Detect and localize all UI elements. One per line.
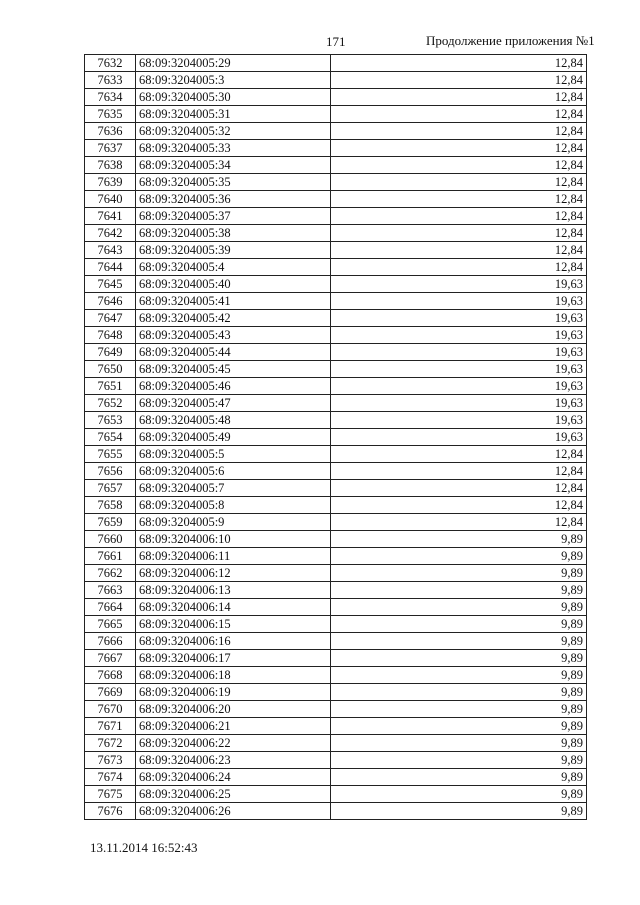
row-number: 7669 [85, 684, 136, 701]
cadastral-number: 68:09:3204005:48 [136, 412, 331, 429]
row-number: 7674 [85, 769, 136, 786]
row-number: 7637 [85, 140, 136, 157]
table-row [85, 446, 587, 463]
row-value: 9,89 [331, 803, 587, 820]
cadastral-number: 68:09:3204006:21 [136, 718, 331, 735]
row-value: 12,84 [331, 55, 587, 72]
table-row [85, 123, 587, 140]
row-value: 9,89 [331, 650, 587, 667]
row-number: 7654 [85, 429, 136, 446]
table-row [85, 786, 587, 803]
table-row [85, 225, 587, 242]
row-value: 9,89 [331, 667, 587, 684]
page-number: 171 [326, 34, 346, 49]
row-value: 12,84 [331, 259, 587, 276]
row-value: 9,89 [331, 786, 587, 803]
row-number: 7651 [85, 378, 136, 395]
cadastral-number: 68:09:3204006:19 [136, 684, 331, 701]
cadastral-number: 68:09:3204005:38 [136, 225, 331, 242]
row-number: 7675 [85, 786, 136, 803]
row-number: 7644 [85, 259, 136, 276]
row-number: 7653 [85, 412, 136, 429]
row-value: 12,84 [331, 480, 587, 497]
row-value: 12,84 [331, 72, 587, 89]
row-number: 7670 [85, 701, 136, 718]
row-value: 19,63 [331, 327, 587, 344]
table-row [85, 548, 587, 565]
row-value: 12,84 [331, 514, 587, 531]
cadastral-number: 68:09:3204005:3 [136, 72, 331, 89]
table-row [85, 106, 587, 123]
table-row [85, 480, 587, 497]
row-number: 7658 [85, 497, 136, 514]
table-row [85, 242, 587, 259]
cadastral-number: 68:09:3204006:23 [136, 752, 331, 769]
cadastral-number: 68:09:3204006:14 [136, 599, 331, 616]
table-row [85, 565, 587, 582]
table-row [85, 327, 587, 344]
table-row [85, 684, 587, 701]
row-number: 7636 [85, 123, 136, 140]
cadastral-number: 68:09:3204005:42 [136, 310, 331, 327]
cadastral-number: 68:09:3204005:36 [136, 191, 331, 208]
print-timestamp: 13.11.2014 16:52:43 [90, 840, 198, 855]
row-number: 7676 [85, 803, 136, 820]
row-number: 7661 [85, 548, 136, 565]
table-row [85, 718, 587, 735]
table-row [85, 361, 587, 378]
row-value: 12,84 [331, 89, 587, 106]
row-number: 7642 [85, 225, 136, 242]
cadastral-number: 68:09:3204006:25 [136, 786, 331, 803]
table-row [85, 55, 587, 72]
table-body [85, 55, 587, 820]
row-number: 7652 [85, 395, 136, 412]
row-value: 12,84 [331, 446, 587, 463]
row-value: 19,63 [331, 378, 587, 395]
cadastral-number: 68:09:3204005:45 [136, 361, 331, 378]
cadastral-number: 68:09:3204006:20 [136, 701, 331, 718]
row-value: 19,63 [331, 310, 587, 327]
cadastral-number: 68:09:3204005:31 [136, 106, 331, 123]
row-number: 7660 [85, 531, 136, 548]
appendix-title: Продолжение приложения №1 [426, 33, 595, 48]
table-row [85, 803, 587, 820]
cadastral-number: 68:09:3204005:33 [136, 140, 331, 157]
cadastral-number: 68:09:3204006:11 [136, 548, 331, 565]
row-number: 7638 [85, 157, 136, 174]
table-row [85, 412, 587, 429]
row-value: 19,63 [331, 395, 587, 412]
table-row [85, 514, 587, 531]
table-row [85, 429, 587, 446]
row-number: 7656 [85, 463, 136, 480]
row-value: 9,89 [331, 701, 587, 718]
row-value: 12,84 [331, 123, 587, 140]
cadastral-number: 68:09:3204006:24 [136, 769, 331, 786]
row-value: 9,89 [331, 582, 587, 599]
row-value: 12,84 [331, 463, 587, 480]
row-value: 9,89 [331, 718, 587, 735]
row-value: 12,84 [331, 191, 587, 208]
table-row [85, 701, 587, 718]
table-row [85, 752, 587, 769]
table-row [85, 344, 587, 361]
row-value: 9,89 [331, 769, 587, 786]
row-value: 9,89 [331, 565, 587, 582]
row-number: 7659 [85, 514, 136, 531]
row-number: 7643 [85, 242, 136, 259]
row-number: 7671 [85, 718, 136, 735]
row-number: 7664 [85, 599, 136, 616]
table-row [85, 735, 587, 752]
row-number: 7649 [85, 344, 136, 361]
cadastral-number: 68:09:3204005:5 [136, 446, 331, 463]
registry-table [84, 54, 587, 820]
cadastral-number: 68:09:3204006:22 [136, 735, 331, 752]
row-value: 9,89 [331, 616, 587, 633]
row-value: 19,63 [331, 344, 587, 361]
cadastral-number: 68:09:3204005:29 [136, 55, 331, 72]
row-number: 7655 [85, 446, 136, 463]
row-number: 7634 [85, 89, 136, 106]
cadastral-number: 68:09:3204005:40 [136, 276, 331, 293]
row-number: 7641 [85, 208, 136, 225]
cadastral-number: 68:09:3204005:44 [136, 344, 331, 361]
cadastral-number: 68:09:3204005:4 [136, 259, 331, 276]
table-row [85, 463, 587, 480]
table-row [85, 599, 587, 616]
table-row [85, 633, 587, 650]
table-row [85, 89, 587, 106]
cadastral-number: 68:09:3204006:26 [136, 803, 331, 820]
cadastral-number: 68:09:3204005:34 [136, 157, 331, 174]
row-number: 7646 [85, 293, 136, 310]
row-number: 7639 [85, 174, 136, 191]
row-value: 9,89 [331, 531, 587, 548]
cadastral-number: 68:09:3204005:39 [136, 242, 331, 259]
cadastral-number: 68:09:3204005:35 [136, 174, 331, 191]
row-number: 7633 [85, 72, 136, 89]
cadastral-number: 68:09:3204005:6 [136, 463, 331, 480]
table-row [85, 191, 587, 208]
table-row [85, 72, 587, 89]
row-value: 19,63 [331, 429, 587, 446]
table-row [85, 276, 587, 293]
row-number: 7663 [85, 582, 136, 599]
cadastral-number: 68:09:3204005:47 [136, 395, 331, 412]
row-value: 12,84 [331, 140, 587, 157]
table-row [85, 310, 587, 327]
cadastral-number: 68:09:3204006:17 [136, 650, 331, 667]
table-row [85, 667, 587, 684]
row-number: 7668 [85, 667, 136, 684]
row-value: 12,84 [331, 242, 587, 259]
table-row [85, 259, 587, 276]
row-value: 19,63 [331, 293, 587, 310]
row-value: 19,63 [331, 361, 587, 378]
row-number: 7657 [85, 480, 136, 497]
table-row [85, 531, 587, 548]
cadastral-number: 68:09:3204005:43 [136, 327, 331, 344]
row-value: 12,84 [331, 497, 587, 514]
row-value: 9,89 [331, 735, 587, 752]
row-value: 9,89 [331, 633, 587, 650]
row-value: 12,84 [331, 106, 587, 123]
table-row [85, 140, 587, 157]
table-row [85, 497, 587, 514]
cadastral-number: 68:09:3204005:30 [136, 89, 331, 106]
cadastral-number: 68:09:3204005:32 [136, 123, 331, 140]
table-row [85, 208, 587, 225]
row-value: 12,84 [331, 157, 587, 174]
row-number: 7640 [85, 191, 136, 208]
cadastral-number: 68:09:3204006:12 [136, 565, 331, 582]
table-row [85, 293, 587, 310]
cadastral-number: 68:09:3204006:16 [136, 633, 331, 650]
cadastral-number: 68:09:3204006:10 [136, 531, 331, 548]
row-number: 7645 [85, 276, 136, 293]
row-value: 12,84 [331, 208, 587, 225]
row-number: 7635 [85, 106, 136, 123]
table-row [85, 616, 587, 633]
row-value: 9,89 [331, 684, 587, 701]
row-value: 12,84 [331, 174, 587, 191]
table-row [85, 395, 587, 412]
table-row [85, 650, 587, 667]
row-number: 7647 [85, 310, 136, 327]
cadastral-number: 68:09:3204006:13 [136, 582, 331, 599]
cadastral-number: 68:09:3204005:7 [136, 480, 331, 497]
table-row [85, 582, 587, 599]
row-value: 9,89 [331, 548, 587, 565]
table-row [85, 378, 587, 395]
row-number: 7673 [85, 752, 136, 769]
cadastral-number: 68:09:3204005:46 [136, 378, 331, 395]
table-row [85, 157, 587, 174]
cadastral-number: 68:09:3204005:9 [136, 514, 331, 531]
table-row [85, 769, 587, 786]
row-number: 7662 [85, 565, 136, 582]
row-number: 7667 [85, 650, 136, 667]
row-value: 19,63 [331, 276, 587, 293]
row-value: 9,89 [331, 599, 587, 616]
row-number: 7672 [85, 735, 136, 752]
row-number: 7632 [85, 55, 136, 72]
cadastral-number: 68:09:3204006:18 [136, 667, 331, 684]
row-value: 12,84 [331, 225, 587, 242]
row-value: 19,63 [331, 412, 587, 429]
row-number: 7666 [85, 633, 136, 650]
table-row [85, 174, 587, 191]
cadastral-number: 68:09:3204005:8 [136, 497, 331, 514]
cadastral-number: 68:09:3204006:15 [136, 616, 331, 633]
row-number: 7650 [85, 361, 136, 378]
row-value: 9,89 [331, 752, 587, 769]
row-number: 7648 [85, 327, 136, 344]
cadastral-number: 68:09:3204005:37 [136, 208, 331, 225]
row-number: 7665 [85, 616, 136, 633]
cadastral-number: 68:09:3204005:41 [136, 293, 331, 310]
cadastral-number: 68:09:3204005:49 [136, 429, 331, 446]
